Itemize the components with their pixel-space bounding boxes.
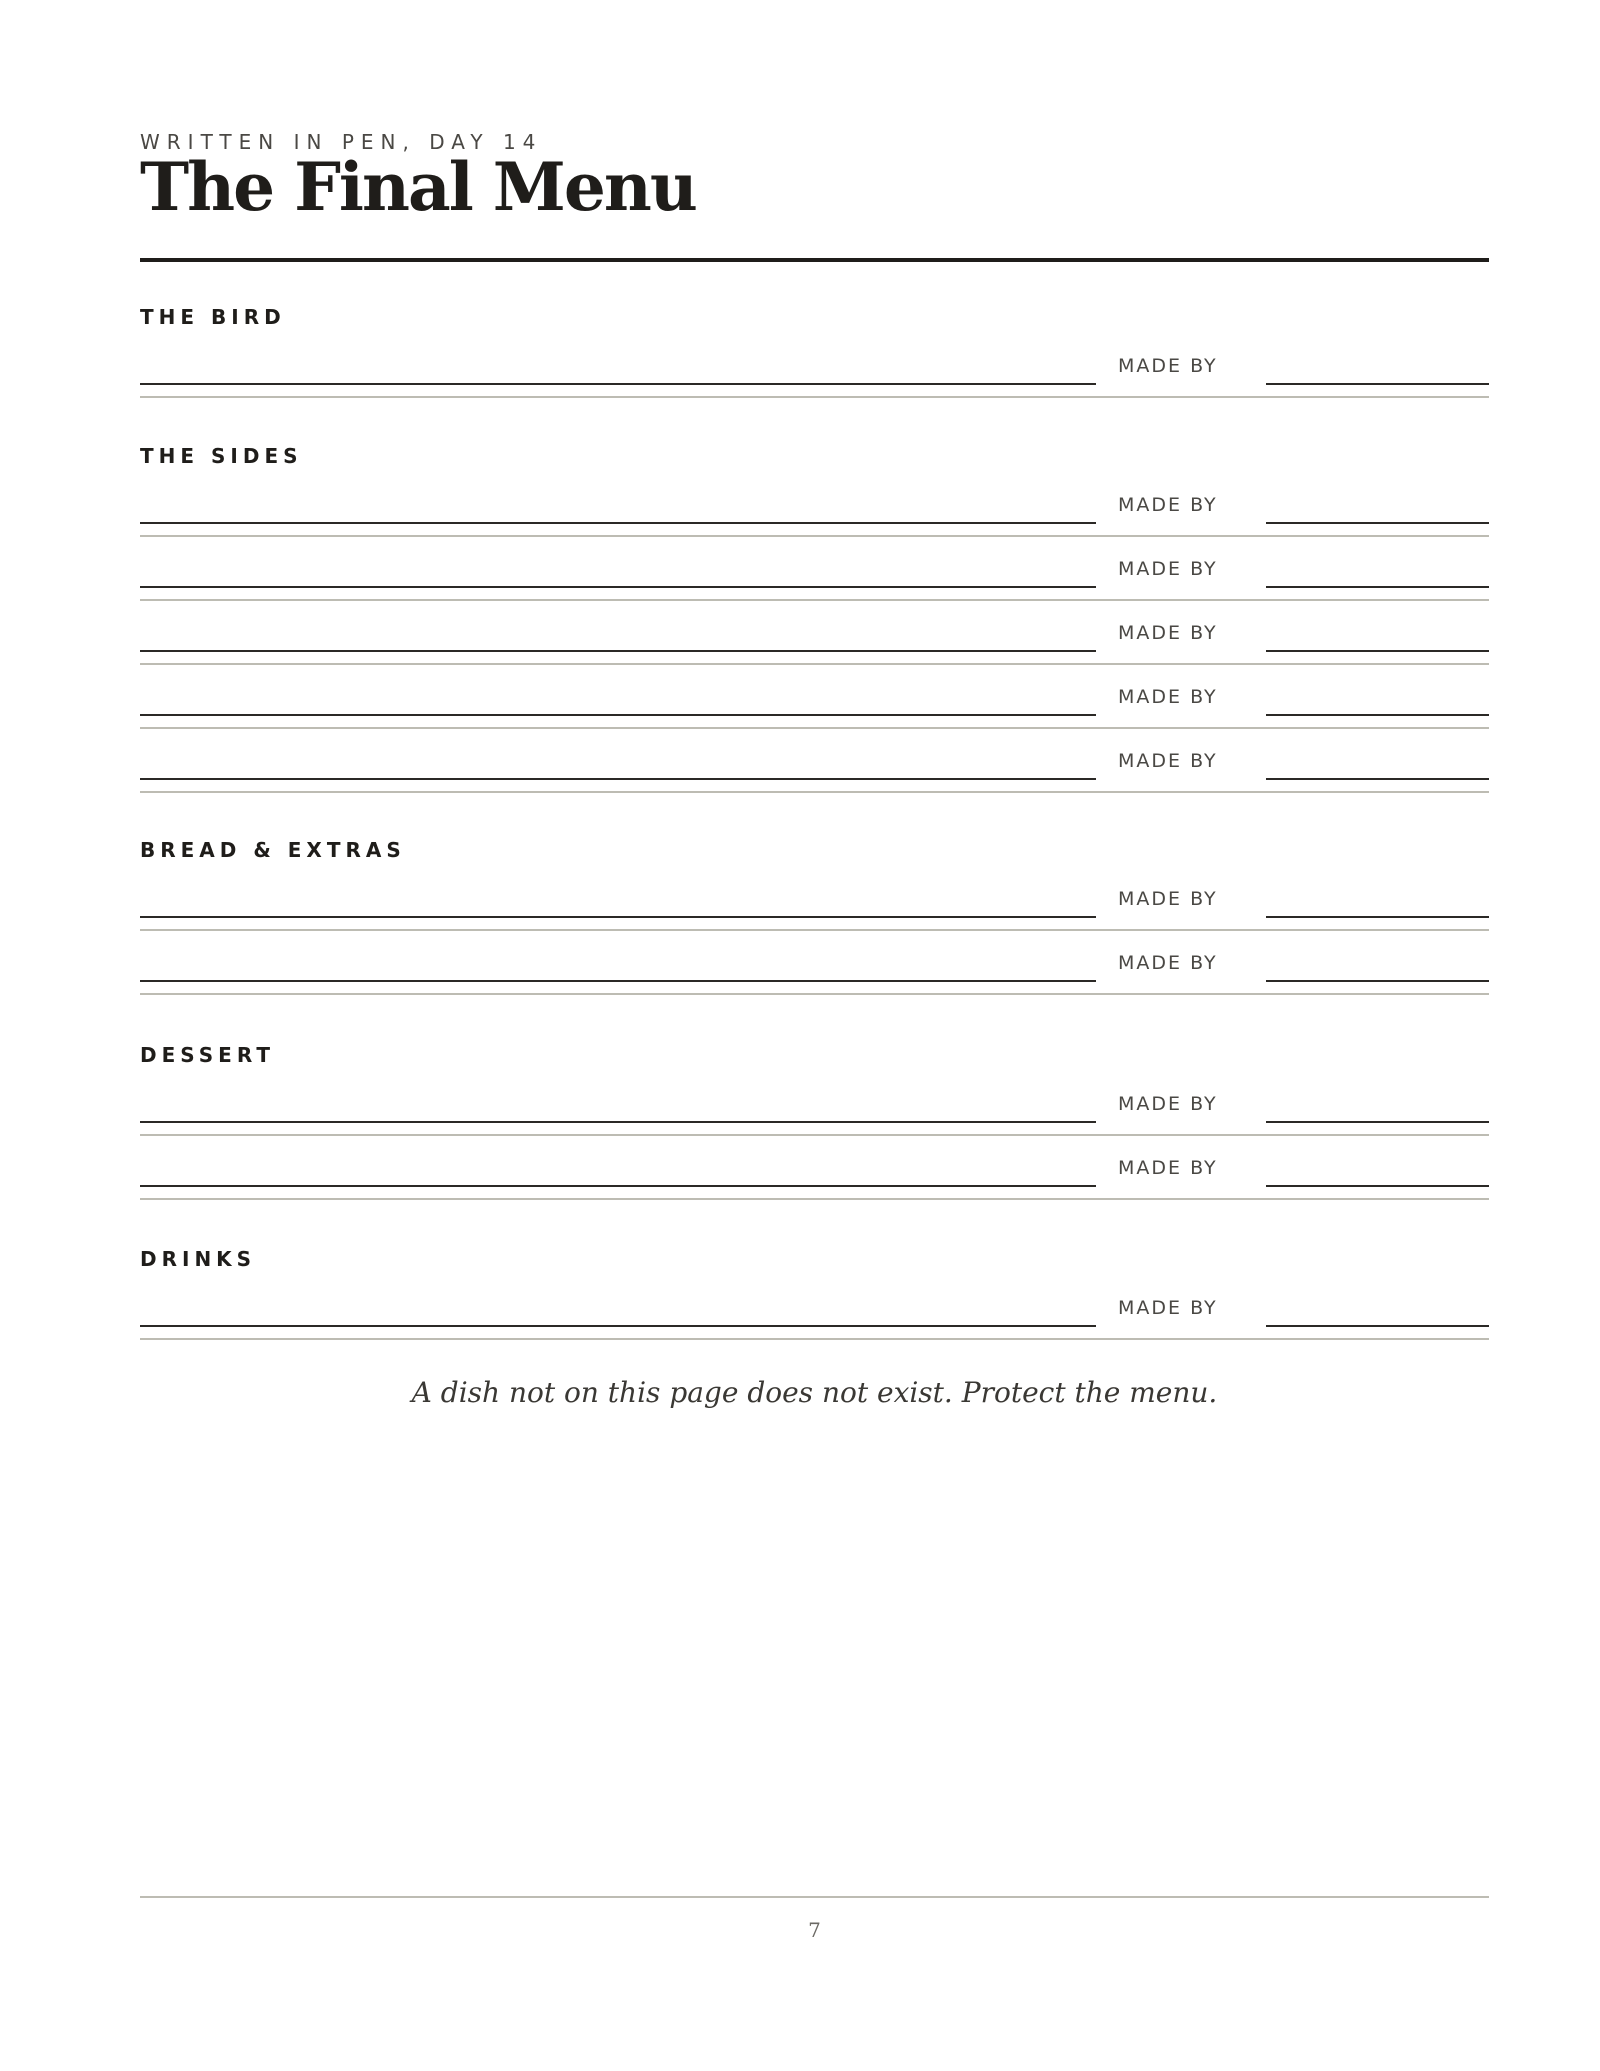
page-kicker: WRITTEN IN PEN, DAY 14: [140, 130, 543, 154]
made-by-write-line[interactable]: [1266, 522, 1489, 524]
made-by-label: MADE BY: [1118, 888, 1218, 910]
dish-write-line[interactable]: [140, 522, 1096, 524]
menu-section: [140, 444, 1489, 794]
menu-section: [140, 838, 1489, 996]
menu-entry-row: [140, 1073, 1489, 1137]
section-label: DESSERT: [140, 1043, 275, 1067]
dish-write-line[interactable]: [140, 383, 1096, 385]
row-separator: [140, 396, 1489, 398]
made-by-write-line[interactable]: [1266, 714, 1489, 716]
row-separator: [140, 929, 1489, 931]
row-separator: [140, 535, 1489, 537]
row-separator: [140, 993, 1489, 995]
made-by-write-line[interactable]: [1266, 650, 1489, 652]
row-separator: [140, 791, 1489, 793]
dish-write-line[interactable]: [140, 1185, 1096, 1187]
section-label: THE BIRD: [140, 305, 286, 329]
menu-entry-row: [140, 602, 1489, 666]
section-label: DRINKS: [140, 1247, 257, 1271]
row-separator: [140, 1134, 1489, 1136]
dish-write-line[interactable]: [140, 1325, 1096, 1327]
menu-section: [140, 1043, 1489, 1201]
dish-write-line[interactable]: [140, 714, 1096, 716]
section-label: BREAD & EXTRAS: [140, 838, 406, 862]
menu-entry-row: [140, 868, 1489, 932]
dish-write-line[interactable]: [140, 980, 1096, 982]
made-by-label: MADE BY: [1118, 355, 1218, 377]
dish-write-line[interactable]: [140, 650, 1096, 652]
menu-section: [140, 1247, 1489, 1341]
dish-write-line[interactable]: [140, 586, 1096, 588]
made-by-write-line[interactable]: [1266, 383, 1489, 385]
menu-page: [140, 0, 1489, 2071]
row-separator: [140, 1338, 1489, 1340]
row-separator: [140, 663, 1489, 665]
page-number: 7: [808, 1918, 821, 1942]
made-by-write-line[interactable]: [1266, 980, 1489, 982]
title-divider: [140, 258, 1489, 262]
menu-entry-row: [140, 730, 1489, 794]
page-title: The Final Menu: [140, 148, 696, 226]
menu-entry-row: [140, 932, 1489, 996]
menu-entry-row: [140, 1277, 1489, 1341]
dish-write-line[interactable]: [140, 916, 1096, 918]
made-by-label: MADE BY: [1118, 622, 1218, 644]
dish-write-line[interactable]: [140, 778, 1096, 780]
row-separator: [140, 1198, 1489, 1200]
menu-entry-row: [140, 335, 1489, 399]
menu-entry-row: [140, 666, 1489, 730]
made-by-write-line[interactable]: [1266, 1325, 1489, 1327]
made-by-label: MADE BY: [1118, 1157, 1218, 1179]
menu-entry-row: [140, 538, 1489, 602]
row-separator: [140, 599, 1489, 601]
row-separator: [140, 727, 1489, 729]
made-by-label: MADE BY: [1118, 686, 1218, 708]
made-by-label: MADE BY: [1118, 1297, 1218, 1319]
made-by-label: MADE BY: [1118, 952, 1218, 974]
made-by-write-line[interactable]: [1266, 916, 1489, 918]
made-by-label: MADE BY: [1118, 558, 1218, 580]
made-by-write-line[interactable]: [1266, 586, 1489, 588]
menu-entry-row: [140, 474, 1489, 538]
made-by-write-line[interactable]: [1266, 1185, 1489, 1187]
made-by-write-line[interactable]: [1266, 778, 1489, 780]
made-by-write-line[interactable]: [1266, 1121, 1489, 1123]
section-label: THE SIDES: [140, 444, 303, 468]
menu-entry-row: [140, 1137, 1489, 1201]
menu-section: [140, 305, 1489, 399]
footer-divider: [140, 1896, 1489, 1898]
made-by-label: MADE BY: [1118, 1093, 1218, 1115]
made-by-label: MADE BY: [1118, 750, 1218, 772]
made-by-label: MADE BY: [1118, 494, 1218, 516]
dish-write-line[interactable]: [140, 1121, 1096, 1123]
footer-note: A dish not on this page does not exist. Protect the menu.: [411, 1376, 1218, 1409]
